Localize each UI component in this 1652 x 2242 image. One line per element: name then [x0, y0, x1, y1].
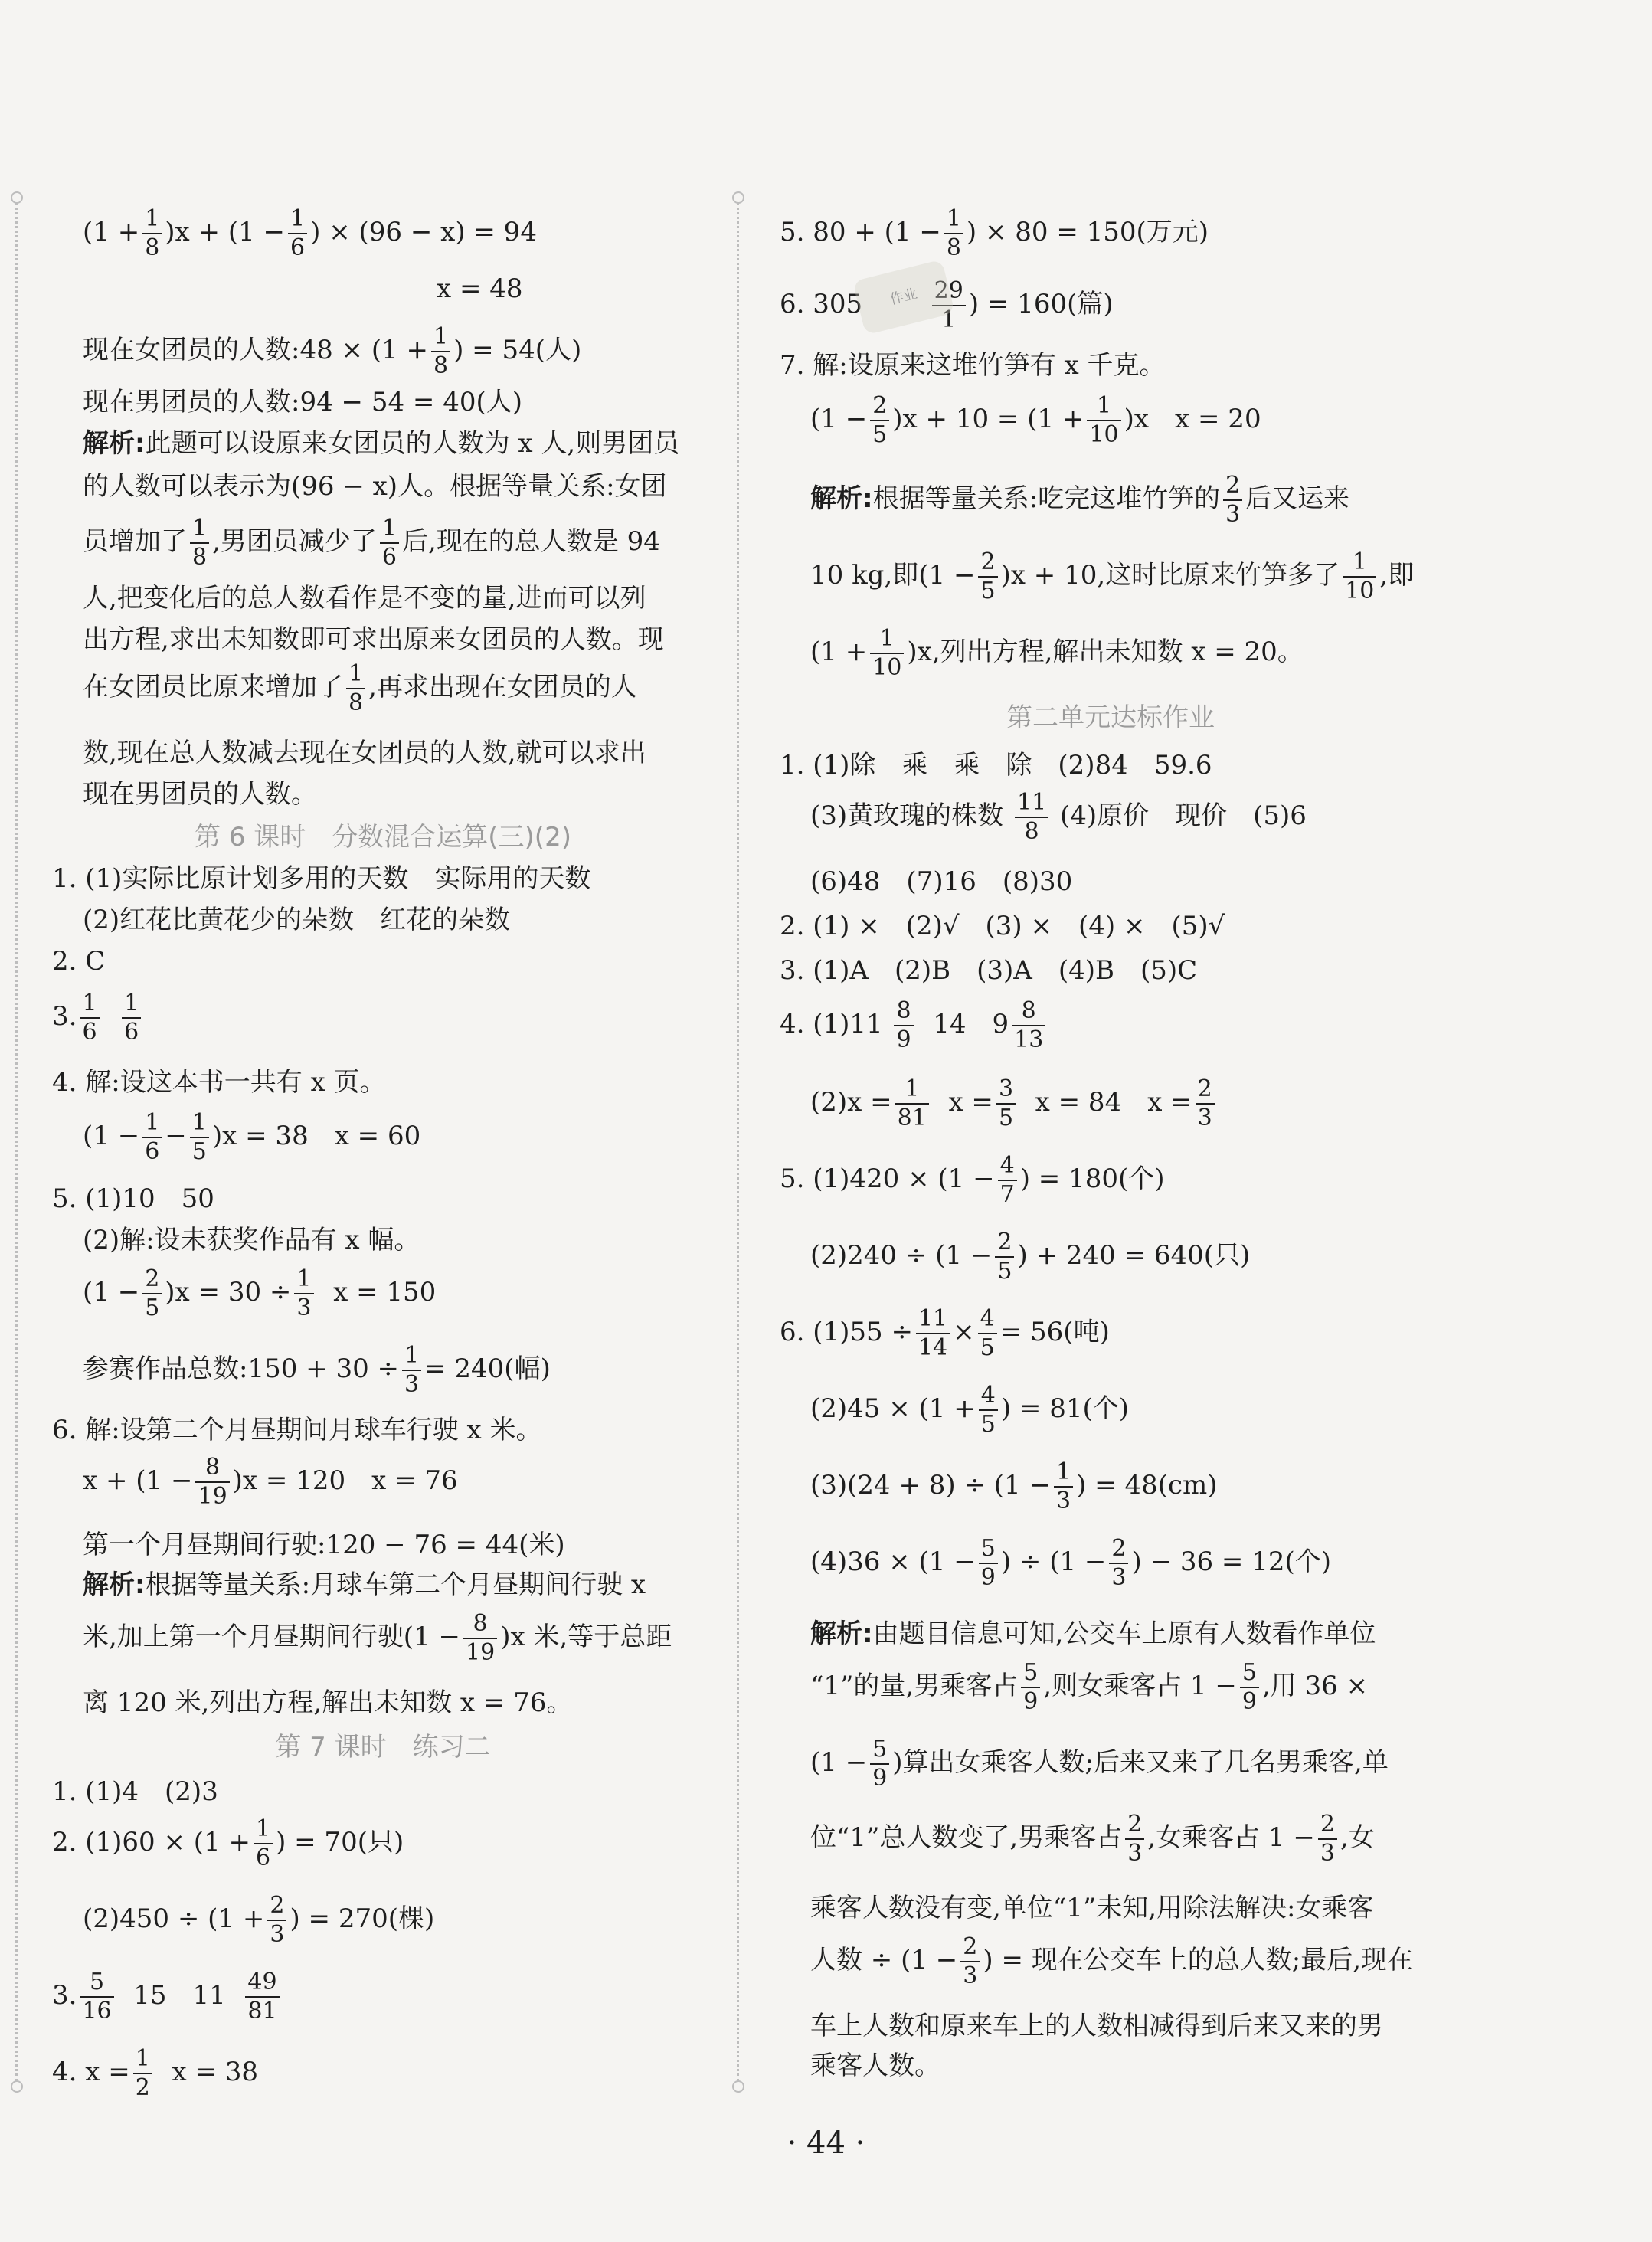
analysis-line: 现在男团员的人数。: [83, 779, 317, 810]
analysis-line: 10 kg,即(1 − $\frac{2}{5}$ )x + 10,这时比原来竹笋多了 $\frac{1}{10}$ ,即: [810, 548, 1415, 604]
analysis-line: 人数 ÷ (1 − $\frac{2}{3}$ ) = 现在公交车上的总人数;最后,现在: [810, 1933, 1414, 1989]
divider-end-dot: [732, 191, 744, 204]
unit-5b: (2)240 ÷ (1 − $\frac{2}{5}$ ) + 240 = 640(只): [810, 1229, 1251, 1285]
answer-6a: 6. 解:设第二个月昼期间月球车行驶 x 米。: [52, 1415, 542, 1445]
unit-1a: 1. (1)除 乘 乘 除 (2)84 59.6: [780, 750, 1212, 781]
left-margin-divider: [15, 198, 18, 2082]
section-heading: 第二单元达标作业: [1006, 702, 1215, 733]
analysis-line: 解析:由题目信息可知,公交车上原有人数看作单位: [810, 1618, 1376, 1649]
practice-1: 1. (1)4 (2)3: [52, 1776, 218, 1807]
unit-6a: 6. (1)55 ÷ $\frac{11}{14}$ × $\frac{4}{5}$ = 56(吨): [780, 1305, 1110, 1361]
analysis-line: 乘客人数没有变,单位“1”未知,用除法解决:女乘客: [810, 1893, 1374, 1923]
analysis-line: 解析:根据等量关系:月球车第二个月昼期间行驶 x: [83, 1569, 646, 1600]
answer-4a: 4. 解:设这本书一共有 x 页。: [52, 1067, 386, 1098]
text-line: 现在男团员的人数:94 − 54 = 40(人): [83, 387, 522, 417]
unit-6b: (2)45 × (1 + $\frac{4}{5}$ ) = 81(个): [810, 1382, 1129, 1438]
unit-1b: (3)黄玫瑰的株数 $\frac{11}{8}$ (4)原价 现价 (5)6: [810, 789, 1307, 845]
unit-2: 2. (1) × (2)√ (3) × (4) × (5)√: [780, 911, 1225, 941]
center-column-divider: [737, 198, 739, 2082]
answer-5d: 参赛作品总数:150 + 30 ÷ $\frac{1}{3}$ = 240(幅): [83, 1342, 551, 1398]
analysis-line: 车上人数和原来车上的人数相减得到后来又来的男: [810, 2011, 1383, 2041]
analysis-line: 解析:根据等量关系:吃完这堆竹笋的 $\frac{2}{3}$ 后又运来: [810, 472, 1350, 528]
unit-5a: 5. (1)420 × (1 − $\frac{4}{7}$ ) = 180(个): [780, 1152, 1165, 1208]
answer-4b: (1 − $\frac{1}{6}$ − $\frac{1}{5}$ )x = 38 x = 60: [83, 1109, 421, 1165]
answer-r7a: 7. 解:设原来这堆竹笋有 x 千克。: [780, 350, 1166, 381]
answer-5a: 5. (1)10 50: [52, 1183, 214, 1214]
text-line: 现在女团员的人数:48 × (1 + $\frac{1}{8}$ ) = 54(人): [83, 323, 582, 379]
unit-6d: (4)36 × (1 − $\frac{5}{9}$ ) ÷ (1 − $\frac{2}{3}$ ) − 36 = 12(个): [810, 1535, 1332, 1591]
analysis-line: 位“1”总人数变了,男乘客占 $\frac{2}{3}$ ,女乘客占 1 − $\frac{2}{3}$ ,女: [810, 1811, 1375, 1867]
unit-4b: (2)x = $\frac{1}{81}$ x = $\frac{3}{5}$ x = 84 x = $\frac{2}{3}$: [810, 1075, 1218, 1132]
answer-6c: 第一个月昼期间行驶:120 − 76 = 44(米): [83, 1530, 565, 1560]
answer-r5: 5. 80 + (1 − $\frac{1}{8}$ ) × 80 = 150(万元): [780, 205, 1209, 261]
unit-3: 3. (1)A (2)B (3)A (4)B (5)C: [780, 955, 1198, 986]
answer-1a: 1. (1)实际比原计划多用的天数 实际用的天数: [52, 863, 591, 894]
section-heading: 第 7 课时 练习二: [275, 1732, 491, 1763]
unit-1c: (6)48 (7)16 (8)30: [810, 866, 1073, 897]
divider-end-dot: [11, 2080, 23, 2093]
answer-2: 2. C: [52, 946, 106, 977]
unit-6c: (3)(24 + 8) ÷ (1 − $\frac{1}{3}$ ) = 48(cm): [810, 1458, 1218, 1514]
practice-2b: (2)450 ÷ (1 + $\frac{2}{3}$ ) = 270(棵): [83, 1892, 435, 1948]
analysis-line: 人,把变化后的总人数看作是不变的量,进而可以列: [83, 583, 646, 614]
analysis-line: 数,现在总人数减去现在女团员的人数,就可以求出: [83, 738, 646, 768]
practice-2a: 2. (1)60 × (1 + $\frac{1}{6}$ ) = 70(只): [52, 1815, 404, 1871]
analysis-line: (1 + $\frac{1}{10}$ )x,列出方程,解出未知数 x = 20。: [810, 625, 1304, 681]
analysis-line: 的人数可以表示为(96 − x)人。根据等量关系:女团: [83, 471, 667, 502]
equation-line: (1 + $\frac{1}{8}$ )x + (1 − $\frac{1}{6}$ ) × (96 − x) = 94: [83, 205, 537, 261]
analysis-line: 离 120 米,列出方程,解出未知数 x = 76。: [83, 1687, 573, 1718]
analysis-line: 出方程,求出未知数即可求出原来女团员的人数。现: [83, 624, 664, 655]
answer-5c: (1 − $\frac{2}{5}$ )x = 30 ÷ $\frac{1}{3}$ x = 150: [83, 1265, 437, 1321]
answer-r6: 6. 305 $\frac{29}{1}$ ) = 160(篇): [780, 277, 1114, 333]
solution-line: x = 48: [437, 273, 523, 304]
analysis-line: 解析:此题可以设原来女团员的人数为 x 人,则男团员: [83, 428, 680, 459]
analysis-line: “1”的量,男乘客占 $\frac{5}{9}$ ,则女乘客占 1 − $\frac{5}{9}$ ,用 36 ×: [810, 1659, 1369, 1715]
analysis-line: 乘客人数。: [810, 2051, 940, 2081]
analysis-line: 米,加上第一个月昼期间行驶(1 − $\frac{8}{19}$ )x 米,等于总距: [83, 1610, 672, 1666]
unit-4a: 4. (1)11 $\frac{8}{9}$ 14 9 $\frac{8}{13}$: [780, 997, 1048, 1054]
section-heading: 第 6 课时 分数混合运算(三)(2): [195, 822, 571, 853]
analysis-line: 员增加了 $\frac{1}{8}$ ,男团员减少了 $\frac{1}{6}$ 后,现在的总人数是 94: [83, 515, 660, 571]
answer-1b: (2)红花比黄花少的朵数 红花的朵数: [83, 905, 511, 935]
watermark-stamp: 作业: [852, 260, 955, 335]
divider-end-dot: [732, 2080, 744, 2093]
practice-4: 4. x = $\frac{1}{2}$ x = 38: [52, 2045, 258, 2101]
answer-5b: (2)解:设未获奖作品有 x 幅。: [83, 1225, 420, 1255]
analysis-line: 在女团员比原来增加了 $\frac{1}{8}$ ,再求出现在女团员的人: [83, 660, 637, 716]
divider-end-dot: [11, 191, 23, 204]
answer-6b: x + (1 − $\frac{8}{19}$ )x = 120 x = 76: [83, 1454, 458, 1510]
answer-3: 3. $\frac{1}{6}$ $\frac{1}{6}$: [52, 990, 144, 1046]
practice-3: 3. $\frac{5}{16}$ 15 11 $\frac{49}{81}$: [52, 1969, 283, 2025]
answer-r7b: (1 − $\frac{2}{5}$ )x + 10 = (1 + $\frac{1}{10}$ )x x = 20: [810, 392, 1261, 448]
analysis-line: (1 − $\frac{5}{9}$ )算出女乘客人数;后来又来了几名男乘客,单: [810, 1736, 1389, 1792]
page-number: · 44 ·: [787, 2126, 865, 2161]
